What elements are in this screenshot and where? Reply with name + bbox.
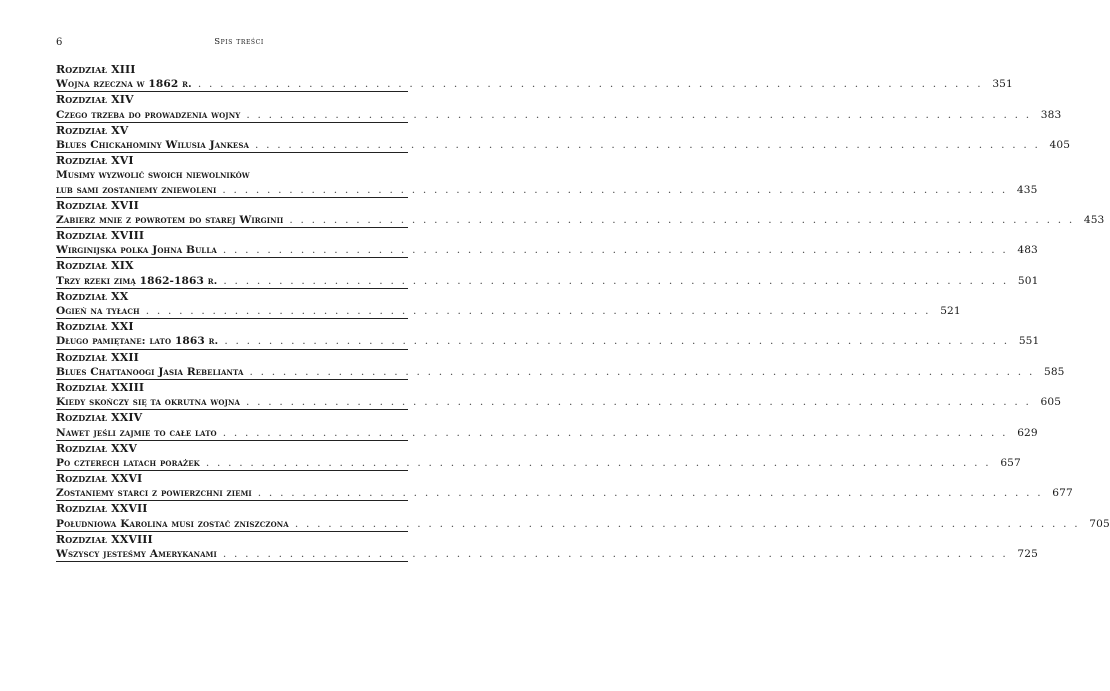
toc-title-line [56,108,1062,122]
chapter-title-line-1: Musimy wyzwolić swoich niewolników [56,169,250,182]
toc-entry [56,441,1021,471]
chapter-label: Rozdział XXIV [56,411,143,425]
page-reference: 705 [1089,517,1110,530]
chapter-title: lub sami zostaniemy zniewoleni [56,183,217,196]
chapter-label: Rozdział XXIII [56,380,145,394]
chapter-title: Wszyscy jesteśmy Amerykanami [56,548,217,560]
chapter-label: Rozdział XXV [56,441,137,455]
chapter-title: Wojna rzeczna w 1862 r. [56,78,192,91]
table-of-contents [56,62,1110,562]
toc-entry [56,319,1040,349]
chapter-label: Rozdział XV [56,123,129,137]
section-title: Spis treści [214,37,264,47]
page-reference: 501 [1017,274,1039,287]
chapter-label: Rozdział XIII [56,63,136,76]
toc-entry [56,62,1013,92]
toc-entry [56,123,1071,153]
chapter-title: Po czterech latach porażek [56,456,200,469]
toc-entry [56,228,1038,258]
chapter-label: Rozdział XVII [56,198,139,212]
dot-leader [217,547,1014,561]
dot-leader [249,138,1046,152]
chapter-title: Trzy rzeki zimą 1862-1863 r. [56,274,218,287]
chapter-title: Blues Chickahominy Wilusia Jankesa [56,138,250,151]
page-reference: 585 [1043,365,1065,378]
toc-title-line [56,274,1039,288]
toc-entry [56,198,1105,228]
toc-entry [56,501,1110,531]
page-reference: 351 [992,78,1013,91]
page-reference: 551 [1018,335,1040,348]
toc-entry [56,471,1073,501]
chapter-title: Południowa Karolina musi zostać zniszczona [56,517,289,530]
dot-leader [218,334,1015,348]
toc-title-line [56,243,1038,257]
page-reference: 383 [1040,108,1062,121]
dot-leader [140,304,937,318]
chapter-label: Rozdział XXVI [56,472,143,486]
chapter-label: Rozdział XX [56,289,129,303]
dot-leader [217,243,1014,257]
toc-title-line [56,426,1038,440]
chapter-title: Ogień na tyłach [56,305,140,317]
dot-leader [216,183,1013,197]
page-reference: 725 [1017,548,1038,560]
page-reference: 405 [1049,138,1071,151]
toc-title-line [56,138,1071,152]
toc-entry [56,153,1038,198]
chapter-label: Rozdział XXII [56,350,139,364]
chapter-title: Czego trzeba do prowadzenia wojny [56,108,241,121]
chapter-title: Zostaniemy starci z powierzchni ziemi [56,487,252,500]
toc-entry [56,380,1062,410]
page-reference: 657 [1000,456,1021,469]
toc-title-line [56,183,1038,197]
dot-leader [200,456,997,470]
chapter-title: Nawet jeśli zajmie to całe lato [56,426,217,439]
toc-title-line [56,365,1065,379]
toc-title-line [56,395,1062,409]
page-reference: 435 [1016,183,1038,196]
dot-leader [244,365,1041,379]
dot-leader [192,77,989,91]
page-reference: 521 [940,305,961,317]
dot-leader [217,426,1014,440]
dot-leader [283,213,1080,227]
toc-title-line [56,517,1110,531]
toc-title-line [56,456,1021,470]
running-head [56,37,422,51]
chapter-label: Rozdział XVI [56,154,134,168]
chapter-title: Kiedy skończy się ta okrutna wojna [56,396,241,409]
chapter-label: Rozdział XVIII [56,229,145,243]
toc-entry [56,258,1039,288]
chapter-label: Rozdział XIV [56,93,134,107]
dot-leader [289,517,1086,531]
chapter-label: Rozdział XIX [56,259,134,273]
dot-leader [240,108,1037,122]
page-reference: 629 [1017,426,1038,439]
dot-leader [240,395,1037,409]
toc-title-line [56,334,1040,348]
page-reference: 453 [1083,213,1105,226]
toc-entry [56,289,961,319]
toc-entry [56,532,1038,562]
page-number: 6 [56,37,63,48]
chapter-label: Rozdział XXVIII [56,532,153,546]
toc-entry [56,350,1065,380]
toc-title-line [56,547,1038,561]
page-reference: 483 [1017,244,1038,257]
chapter-label: Rozdział XXVII [56,502,148,516]
page-reference: 677 [1052,487,1073,500]
chapter-title: Blues Chattanoogi Jasia Rebelianta [56,365,244,378]
toc-title-line [56,213,1105,227]
page-reference: 605 [1040,396,1062,409]
toc-entry [56,92,1062,122]
chapter-title: Zabierz mnie z powrotem do starej Wirginii [56,213,284,226]
chapter-title: Wirginijska polka Johna Bulla [56,244,217,257]
toc-title-line [56,77,1013,91]
dot-leader [252,486,1049,500]
dot-leader [217,274,1014,288]
toc-title-line [56,304,961,318]
chapter-label: Rozdział XXI [56,320,134,334]
toc-entry [56,410,1038,440]
toc-title-line [56,486,1073,500]
chapter-title: Długo pamiętane: lato 1863 r. [56,335,219,348]
